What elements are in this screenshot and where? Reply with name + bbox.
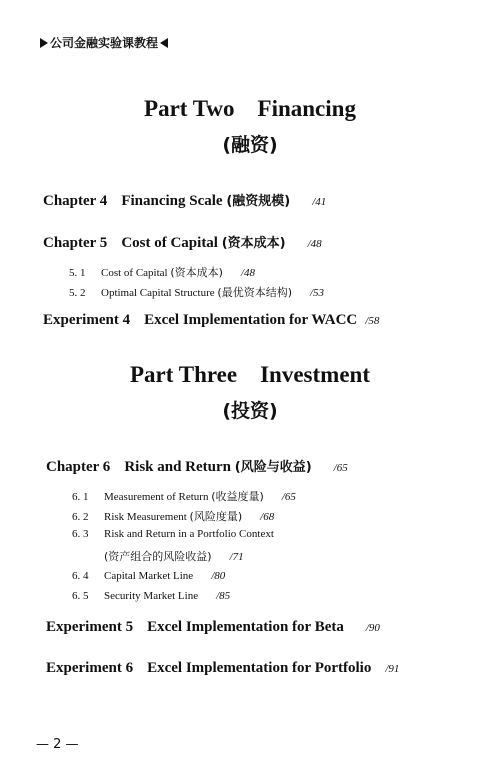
- page-number: — 2 —: [36, 737, 79, 752]
- experiment-title: Excel Implementation for Portfolio: [147, 660, 372, 676]
- section-title: Capital Market Line: [104, 570, 194, 582]
- chapter-number: Chapter 5: [43, 235, 108, 251]
- toc-section[interactable]: [72, 590, 230, 602]
- section-title: Optimal Capital Structure: [101, 287, 215, 299]
- part-three-title: Part Three Investment: [130, 362, 370, 387]
- page-ref: /58: [365, 315, 380, 327]
- toc-chapter-6[interactable]: [46, 456, 348, 476]
- arrow-right-icon: [40, 38, 48, 48]
- experiment-number: Experiment 5: [46, 619, 134, 635]
- chapter-title-zh: (风险与收益): [234, 460, 312, 475]
- experiment-number: Experiment 6: [46, 660, 134, 676]
- section-number: 6. 3: [72, 528, 89, 540]
- part-two-title: Part Two Financing: [144, 96, 356, 121]
- page-ref: /68: [260, 511, 275, 523]
- toc-section[interactable]: [72, 528, 274, 540]
- page-ref: /65: [281, 491, 296, 503]
- arrow-left-icon: [160, 38, 168, 48]
- section-title-zh: (最优资本结构): [217, 286, 292, 299]
- part-three-subtitle: (投资): [222, 400, 278, 422]
- section-number: 6. 2: [72, 511, 89, 523]
- page-ref: /90: [365, 622, 380, 634]
- section-title-zh: (资本成本): [170, 266, 223, 279]
- section-title: Risk and Return in a Portfolio Context: [104, 528, 274, 540]
- page-ref: /48: [240, 267, 256, 279]
- page-ref: /85: [216, 590, 231, 602]
- page-ref: /53: [310, 287, 325, 299]
- toc-section[interactable]: [72, 508, 274, 524]
- toc-section[interactable]: [72, 488, 296, 504]
- section-title: Risk Measurement: [104, 511, 187, 523]
- page-ref: /48: [307, 238, 322, 250]
- chapter-title-zh: (融资规模): [226, 194, 291, 209]
- chapter-title: Financing Scale: [121, 193, 223, 209]
- toc-experiment-5[interactable]: [46, 619, 380, 636]
- section-title-zh: (收益度量): [211, 490, 264, 503]
- toc-section[interactable]: [72, 570, 225, 582]
- chapter-title: Risk and Return: [124, 459, 232, 475]
- section-number: 5. 1: [69, 267, 86, 279]
- section-number: 6. 5: [72, 590, 89, 602]
- section-number: 6. 1: [72, 491, 89, 503]
- section-title: Security Market Line: [104, 590, 199, 602]
- toc-section-continued[interactable]: [104, 548, 244, 564]
- experiment-title: Excel Implementation for WACC: [144, 312, 358, 328]
- toc-chapter-5[interactable]: [43, 232, 322, 252]
- toc-section[interactable]: [69, 284, 324, 300]
- section-title: Measurement of Return: [104, 491, 209, 503]
- chapter-number: Chapter 6: [46, 459, 111, 475]
- part-two-subtitle: (融资): [222, 134, 278, 156]
- page-ref: /41: [312, 196, 327, 208]
- section-number: 5. 2: [69, 287, 86, 299]
- running-header: [40, 34, 168, 51]
- toc-chapter-4[interactable]: [43, 190, 326, 210]
- experiment-title: Excel Implementation for Beta: [147, 619, 344, 635]
- chapter-number: Chapter 4: [43, 193, 108, 209]
- toc-experiment-6[interactable]: [46, 660, 399, 677]
- experiment-number: Experiment 4: [43, 312, 131, 328]
- page-ref: /65: [333, 462, 348, 474]
- chapter-title: Cost of Capital: [121, 235, 218, 251]
- page-ref: /80: [211, 570, 226, 582]
- toc-experiment-4[interactable]: [43, 312, 379, 329]
- section-title: Cost of Capital: [101, 267, 168, 279]
- section-title-zh: (资产组合的风险收益): [104, 550, 212, 563]
- book-title: 公司金融实验课教程: [50, 36, 159, 50]
- section-number: 6. 4: [72, 570, 89, 582]
- page-ref: /71: [229, 551, 244, 563]
- toc-section[interactable]: [69, 264, 255, 280]
- chapter-title-zh: (资本成本): [221, 236, 286, 251]
- page-ref: /91: [385, 663, 400, 675]
- section-title-zh: (风险度量): [189, 510, 243, 523]
